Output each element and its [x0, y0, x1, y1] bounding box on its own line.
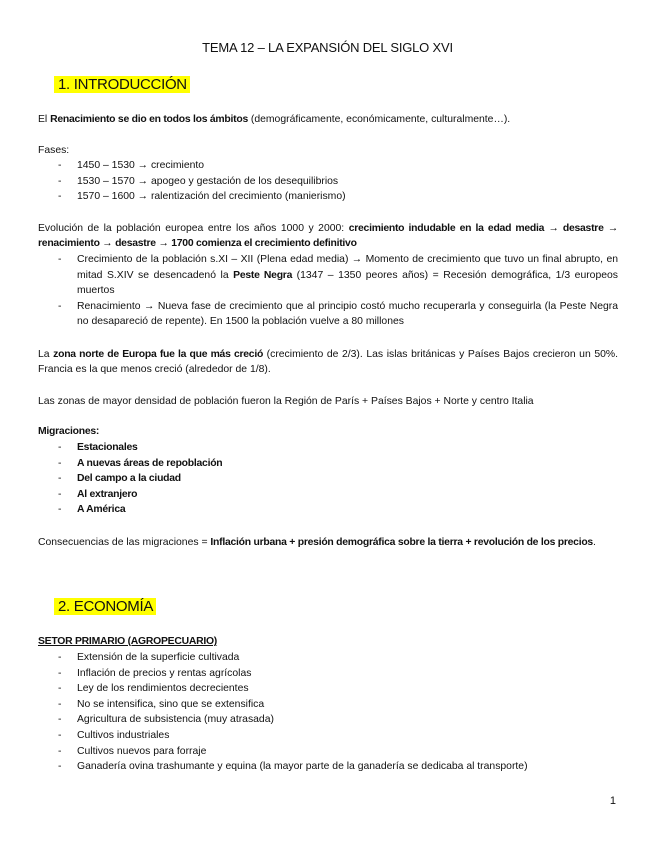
- heading-highlight: 1. INTRODUCCIÓN: [54, 76, 190, 93]
- text-run: (demográficamente, económicamente, culturalmente…).: [248, 114, 511, 125]
- bold-run: Del campo a la ciudad: [77, 473, 181, 485]
- text-run: Renacimiento → Nueva fase de crecimiento que al principio costó mucho recuperarla y conseguirla (la Peste Negra no desapareció de repente). En 1500 la población vuelve a 80 millones: [77, 300, 618, 328]
- text-run: .: [592, 537, 596, 548]
- migraciones-label: [38, 424, 618, 439]
- paragraph-renacimiento: [38, 112, 618, 127]
- list-item: [38, 456, 618, 472]
- text-run: (crecimiento de 2/3). Las islas británicas y Países Bajos crecieron un 50%. Francia es la que menos creció (alrededor de 1/8).: [38, 349, 619, 375]
- text-run: Evolución de la población europea entre los años 1000 y 2000:: [38, 223, 349, 234]
- bold-run: Renacimiento se dio en todos los ámbitos: [50, 114, 248, 125]
- text-run: Crecimiento de la población s.XI – XII (Plena edad media) → Momento de crecimiento que tuvo un final abrupto, en mitad S.XIV se desencadenó la: [77, 254, 618, 281]
- list-item: [38, 299, 618, 330]
- bold-run: Peste Negra: [233, 269, 293, 281]
- document-title: TEMA 12 – LA EXPANSIÓN DEL SIGLO XVI: [202, 40, 453, 55]
- text-run: El: [38, 114, 51, 125]
- bold-run: A nuevas áreas de repoblación: [77, 457, 223, 469]
- list-item: - Agricultura de subsistencia (muy atrasada): [38, 712, 618, 728]
- list-item: - Cultivos nuevos para forraje: [38, 744, 618, 760]
- bold-run: Al extranjero: [77, 488, 138, 500]
- list-item: [38, 252, 618, 299]
- subheading-sector-primario: [38, 634, 618, 649]
- list-item: [38, 471, 618, 487]
- underlined-bold-run: SETOR PRIMARIO (AGROPECUARIO): [38, 636, 218, 647]
- evolucion-list: [38, 252, 618, 330]
- list-item: - Inflación de precios y rentas agrícolas: [38, 666, 618, 682]
- paragraph-zonas-densidad: Las zonas de mayor densidad de población fueron la Región de París + Países Bajos + Norte y centro Italia: [38, 396, 534, 407]
- list-item: - Cultivos industriales: [38, 728, 618, 744]
- text-run: (1347 – 1350 peores años) = Recesión demográfica, 1/3 europeos muertos: [77, 269, 618, 297]
- migraciones-list: [38, 440, 618, 518]
- bold-run: crecimiento indudable en la edad media → desastre → renacimiento → desastre → 1700 comienza el crecimiento definitivo: [38, 223, 618, 249]
- page-number: 1: [609, 795, 616, 807]
- paragraph-consecuencias: [38, 535, 618, 550]
- paragraph-zona-norte: [38, 347, 618, 377]
- list-item: - 1530 – 1570 → apogeo y gestación de los desequilibrios: [38, 174, 618, 190]
- section-heading-economia: [54, 598, 156, 615]
- fases-label: Fases:: [38, 145, 70, 156]
- bold-run: Migraciones:: [38, 426, 100, 437]
- list-item: [38, 487, 618, 503]
- list-item: - No se intensifica, sino que se extensifica: [38, 697, 618, 713]
- sector-primario-list: [38, 650, 618, 775]
- bold-run: A América: [77, 504, 126, 516]
- paragraph-evolucion: [38, 221, 618, 251]
- list-item: - Ley de los rendimientos decrecientes: [38, 681, 618, 697]
- list-item: - 1450 – 1530 → crecimiento: [38, 158, 618, 174]
- bold-run: zona norte de Europa fue la que más creció: [53, 349, 264, 360]
- fases-list: [38, 158, 618, 205]
- list-item: - 1570 – 1600 → ralentización del crecimiento (manierismo): [38, 189, 618, 205]
- section-heading-introduccion: [54, 76, 190, 93]
- bold-run: Estacionales: [77, 442, 138, 453]
- list-item: [38, 440, 618, 456]
- list-item: - Ganadería ovina trashumante y equina (la mayor parte de la ganadería se dedicaba al transporte): [38, 759, 618, 775]
- list-item: [38, 502, 618, 518]
- list-item: - Extensión de la superficie cultivada: [38, 650, 618, 666]
- text-run: La: [38, 349, 54, 360]
- bold-run: Inflación urbana + presión demográfica sobre la tierra + revolución de los precios: [210, 537, 593, 548]
- text-run: Consecuencias de las migraciones =: [38, 537, 211, 548]
- heading-highlight: 2. ECONOMÍA: [54, 598, 156, 615]
